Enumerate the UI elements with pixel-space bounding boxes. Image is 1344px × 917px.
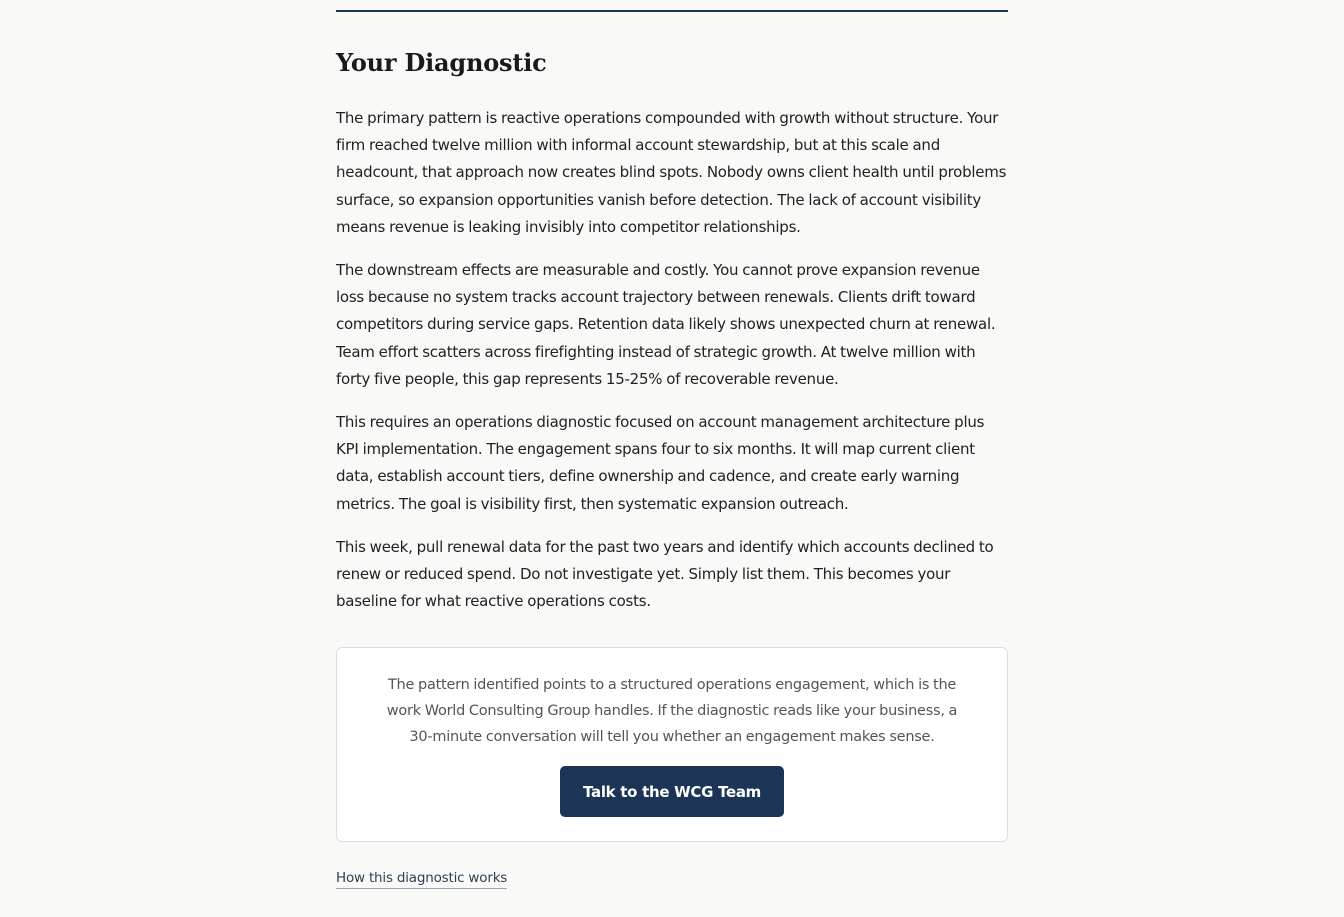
cta-card [336, 647, 1008, 842]
diagnostic-paragraph: The primary pattern is reactive operations compounded with growth without structure. Your firm reached twelve million with informal account stewardship, but at this scale and headcount, that approach now creates blind spots. Nobody owns client health until problems surface, so expansion opportunities vanish before detection. The lack of account visibility means revenue is leaking invisibly into competitor relationships. [336, 109, 1007, 236]
page-title: Your Diagnostic [336, 48, 547, 77]
cta-text: The pattern identified points to a structured operations engagement, which is the work World Consulting Group handles. If the diagnostic reads like your business, a 30-minute conversation will tell you whether an engagement makes sense. [386, 677, 958, 745]
how-diagnostic-works-link[interactable]: How this diagnostic works [336, 869, 507, 889]
diagnostic-paragraph: This requires an operations diagnostic focused on account management architecture plus KPI implementation. The engagement spans four to six months. It will map current client data, establish account tiers, define ownership and cadence, and create early warning metrics. The goal is visibility first, then systematic expansion outreach. [336, 413, 985, 513]
diagnostic-paragraph: This week, pull renewal data for the past two years and identify which accounts declined to renew or reduced spend. Do not investigate yet. Simply list them. This becomes your baseline for what reactive operations costs. [336, 537, 994, 611]
diagnostic-paragraph: The downstream effects are measurable and costly. You cannot prove expansion revenue loss because no system tracks account trajectory between renewals. Clients drift toward competitors during service gaps. Retention data likely shows unexpected churn at renewal. Team effort scatters across firefighting instead of strategic growth. At twelve million with forty five people, this gap represents 15-25% of recoverable revenue. [336, 261, 996, 388]
talk-to-team-button[interactable]: Talk to the WCG Team [560, 766, 784, 817]
top-divider [336, 10, 1008, 12]
diagnostic-body [336, 105, 1008, 631]
